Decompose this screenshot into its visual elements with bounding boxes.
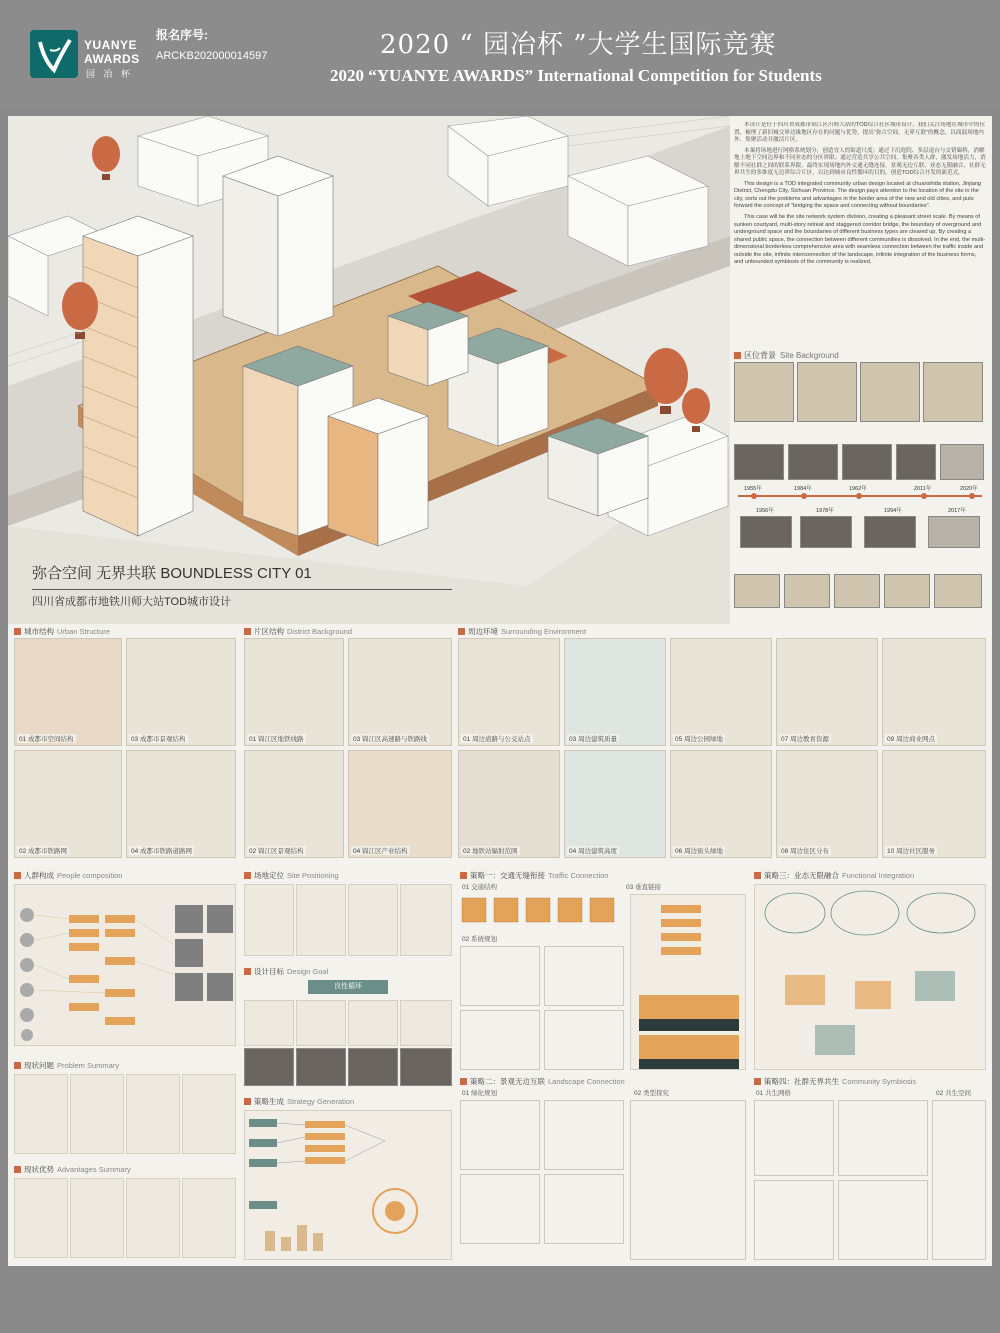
strategy2-sub2: 02 类型探究 [634, 1090, 670, 1097]
advantage-card-4 [182, 1178, 236, 1258]
historic-photo-2 [788, 444, 838, 480]
functional-bubbles-graphic [755, 885, 987, 1071]
description-en: This design is a TOD integrated community urban design located at chuanshida station, Jinjiang District, Chengdu City, Sichuan Province. The design pays attention to the location of the site in the city, sorts out the problems and advantages in the border area of the new and old cities, and puts forward the concept of "bridging the space and connecting without boundaries". [734, 180, 982, 210]
system-plan-3 [460, 1010, 540, 1070]
problem-card-3 [126, 1074, 180, 1154]
brand-line1: YUANYE [84, 38, 138, 52]
surrounding-map-05: 05 周边公园绿地 [670, 638, 772, 746]
urban-map-1: 01 成都市空间结构 [14, 638, 122, 746]
goal-card-3 [348, 1000, 398, 1046]
year-1994: 1994年 [884, 508, 902, 514]
advantage-card-1 [14, 1178, 68, 1258]
historic-map-2 [797, 362, 857, 422]
square-bullet-icon [244, 628, 251, 635]
district-background-heading: 片区结构 District Background [244, 626, 352, 637]
advantage-card-3 [126, 1178, 180, 1258]
problem-card-2 [70, 1074, 124, 1154]
urban-map-2: 02 成都市铁路网 [14, 750, 122, 858]
year-1955: 1955年 [744, 486, 762, 492]
year-1978: 1978年 [816, 508, 834, 514]
positioning-card-4 [400, 884, 452, 956]
title-chinese: 2020 “ 园冶杯 ”大学生国际竞赛 [380, 30, 777, 60]
goal-photo-2 [296, 1048, 346, 1086]
square-bullet-icon [460, 872, 467, 879]
design-goal-center: 良性循环 [308, 980, 388, 994]
title-english: 2020 “YUANYE AWARDS” International Competition for Students [330, 66, 822, 85]
symbiosis-grid-1 [754, 1100, 834, 1176]
growth-map-5 [934, 574, 982, 608]
year-1956: 1956年 [756, 508, 774, 514]
historic-map-5 [928, 516, 980, 548]
surrounding-map-01: 01 周边道路与公交站点 [458, 638, 560, 746]
symbiosis-grid-3 [754, 1180, 834, 1260]
growth-map-4 [884, 574, 930, 608]
goal-card-2 [296, 1000, 346, 1046]
year-2020: 2020年 [960, 486, 978, 492]
year-2011: 2011年 [914, 486, 932, 492]
urban-structure-heading: 城市结构 Urban Structure [14, 626, 110, 637]
positioning-card-1 [244, 884, 294, 956]
competition-header [0, 0, 1000, 108]
greening-plan-2 [544, 1100, 624, 1170]
urban-map-4: 04 成都市铁路道路网 [126, 750, 236, 858]
growth-map-1 [734, 574, 780, 608]
problem-heading: 现状问题 Problem Summary [14, 1060, 119, 1071]
year-1962: 1962年 [849, 486, 867, 492]
brand-cn: 园 冶 杯 [86, 69, 134, 79]
strategy4-sub1: 01 共生网格 [756, 1090, 792, 1097]
description-cn-2: 本案将场地进行网格系统划分，创造宜人的街道尺度；通过下沉庭院、多层退台与交错廊桥，消解地上地下空间边界和不同业态的分区界限；通过营造共享公共空间，集聚各类人群，激发场地活力，消解不同社群之间的联系界限。最终实现场地内外交通无缝连接、景观无边互联、业态无限融合、社群无界共生的多维度无边界综合片区，以达到城市良性循环的目的，创造TOD综合开发的新范式。 [734, 147, 986, 177]
strategy2-heading: 策略二：景观无边互联 Landscape Connection [460, 1076, 625, 1087]
greening-plan-1 [460, 1100, 540, 1170]
strategy-flow-graphic [245, 1111, 453, 1261]
logo-mark-icon [30, 30, 78, 78]
description-cn: 本设计是位于四川省成都市锦江区川师大站的TOD综合社区城市设计。我们关注场地在城市中的位置，梳理了新旧城交界边缘地区存在的问题与优势，提出“弥合空间，无界互联”的概念，以商混场地内外、集聚活动并激活片区。 [734, 122, 986, 144]
strategy1-sub1: 01 交通结构 [462, 884, 498, 891]
hero-subtitle: 四川省成都市地铁川师大站TOD城市设计 [32, 589, 452, 609]
square-bullet-icon [244, 1098, 251, 1105]
advantage-card-2 [70, 1178, 124, 1258]
square-bullet-icon [14, 628, 21, 635]
historic-photo-1 [734, 444, 784, 480]
traffic-grid-blocks [460, 894, 620, 934]
design-goal-heading: 设计目标 Design Goal [244, 966, 328, 977]
isometric-masterplan [8, 116, 730, 624]
goal-photo-4 [400, 1048, 452, 1086]
strategy2-sub1: 01 绿化规划 [462, 1090, 498, 1097]
hero-title: 弥合空间 无界共联 BOUNDLESS CITY 01 [32, 565, 312, 582]
district-map-4: 04 锦江区产业结构 [348, 750, 452, 858]
square-bullet-icon [244, 968, 251, 975]
surrounding-map-08: 08 周边住区分布 [776, 750, 878, 858]
square-bullet-icon [734, 352, 741, 359]
historic-photo-5 [940, 444, 984, 480]
historic-photo-6 [740, 516, 792, 548]
urban-map-3: 03 成都市景观结构 [126, 638, 236, 746]
strategy-flowchart [244, 1110, 452, 1260]
greening-plan-4 [544, 1174, 624, 1244]
historic-photo-3 [842, 444, 892, 480]
square-bullet-icon [754, 872, 761, 879]
historic-map-1 [734, 362, 794, 422]
year-1984: 1984年 [794, 486, 812, 492]
registration-number: ARCKB202000014597 [156, 50, 268, 62]
hero-title-block [32, 562, 452, 608]
historic-map-3 [860, 362, 920, 422]
symbiosis-grid-4 [838, 1180, 928, 1260]
system-plan-4 [544, 1010, 624, 1070]
problem-card-1 [14, 1074, 68, 1154]
surrounding-map-02: 02 地铁站辐射范围 [458, 750, 560, 858]
goal-card-4 [400, 1000, 452, 1046]
strategy3-heading: 策略三：业态无限融合 Functional Integration [754, 870, 914, 881]
symbiosis-space-diagram [932, 1100, 986, 1260]
district-map-1: 01 锦江区地铁线路 [244, 638, 344, 746]
yuanye-awards-logo [30, 30, 150, 86]
year-2017: 2017年 [948, 508, 966, 514]
square-bullet-icon [754, 1078, 761, 1085]
square-bullet-icon [14, 872, 21, 879]
design-description [734, 122, 986, 344]
functional-integration-diagram [754, 884, 986, 1070]
district-map-2: 02 锦江区景观结构 [244, 750, 344, 858]
surrounding-heading: 周边环境 Surrounding Environment [458, 626, 586, 637]
growth-map-3 [834, 574, 880, 608]
square-bullet-icon [14, 1166, 21, 1173]
description-en-2: This case will be the site network system division, creating a pleasant street scale. By means of sunken courtyard, multi-story retreat and staggered corridor bridge, the boundary of overground and underground space and the boundaries of different business types are cleared up. By creating a shared public space, the connection between different communities is dissolved. In the end, the multi-dimensional borderless comprehensive area with seamless connection between the traffic inside and outside the site, infinite interconnection of the landscape, infinite integration of the business forms, and unbounded symbiosis of the community is realized. [734, 214, 986, 266]
surrounding-map-04: 04 周边建筑高度 [564, 750, 666, 858]
people-network-graphic [15, 885, 237, 1047]
vertical-link-diagram [630, 894, 746, 1070]
historic-map-4 [923, 362, 983, 422]
greening-plan-3 [460, 1174, 540, 1244]
isometric-illustration [8, 116, 730, 624]
goal-photo-1 [244, 1048, 294, 1086]
site-background-panel [734, 362, 986, 624]
district-map-3: 03 锦江区高速路与铁路线 [348, 638, 452, 746]
square-bullet-icon [460, 1078, 467, 1085]
landscape-type-sections [630, 1100, 746, 1260]
historic-photo-7 [800, 516, 852, 548]
positioning-card-3 [348, 884, 398, 956]
design-poster [8, 116, 992, 1266]
surrounding-map-09: 09 周边商业网点 [882, 638, 986, 746]
strategy1-heading: 策略一：交通无缝衔接 Traffic Connection [460, 870, 608, 881]
surrounding-map-10: 10 周边社区服务 [882, 750, 986, 858]
problem-card-4 [182, 1074, 236, 1154]
system-plan-2 [544, 946, 624, 1006]
strategy4-heading: 策略四：社群无界共生 Community Symbiosis [754, 1076, 916, 1087]
goal-card-1 [244, 1000, 294, 1046]
strategy1-sub2: 02 系统规划 [462, 936, 498, 943]
people-heading: 人群构成 People composition [14, 870, 122, 881]
advantages-heading: 现状优势 Advantages Summary [14, 1164, 131, 1175]
square-bullet-icon [14, 1062, 21, 1069]
brand-line2: AWARDS [84, 52, 140, 66]
positioning-card-2 [296, 884, 346, 956]
strategy4-sub2: 02 共生空间 [936, 1090, 972, 1097]
surrounding-map-07: 07 周边教育资源 [776, 638, 878, 746]
registration-label: 报名序号: [156, 28, 208, 42]
square-bullet-icon [458, 628, 465, 635]
people-diagram [14, 884, 236, 1046]
system-plan-1 [460, 946, 540, 1006]
site-background-heading: 区位背景 Site Background [734, 350, 839, 361]
site-positioning-heading: 场地定位 Site Positioning [244, 870, 339, 881]
vertical-section-graphic [631, 895, 747, 1071]
symbiosis-grid-2 [838, 1100, 928, 1176]
historic-photo-8 [864, 516, 916, 548]
strategy1-sub3: 03 垂直链接 [626, 884, 662, 891]
growth-map-2 [784, 574, 830, 608]
square-bullet-icon [244, 872, 251, 879]
historic-photo-4 [896, 444, 936, 480]
goal-photo-3 [348, 1048, 398, 1086]
strategy-generation-heading: 策略生成 Strategy Generation [244, 1096, 354, 1107]
surrounding-map-03: 03 周边建筑质量 [564, 638, 666, 746]
surrounding-map-06: 06 周边街头绿地 [670, 750, 772, 858]
